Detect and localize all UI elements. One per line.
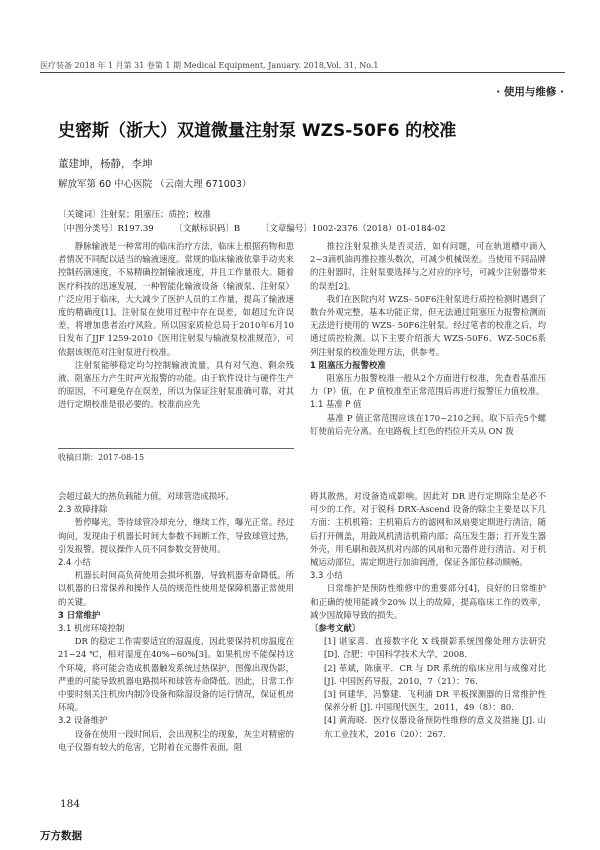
received-date: 收稿日期：2017-08-15 (58, 453, 145, 462)
reference-item: [4] 黄海晓．医疗仪器设备预防性维修的意义及措施 [J]. 山东工业技术，2016（20）：267. (324, 715, 546, 739)
subsection-heading: 3.3 小结 (310, 570, 343, 581)
references-heading: 〔参考文献〕 (310, 623, 361, 634)
subsection-heading: 3.1 机房环境控制 (58, 623, 125, 634)
section-heading: 1 阻塞压力报警校准 (310, 359, 386, 370)
paragraph: 静脉输液是一种常用的临床治疗方法，临床上根据药物和患者情况不同配以适当的输液速度。常规的临床输液依靠手动夹来控制药滴速度，不易精确控制输液速度，并且工作量很大。随着医疗科技的迅速发展，一种智能化输液设备（输液泵、注射泵）广泛应用于临床，大大减少了医护人员的工作量，提高了输液速度的精确度[1]。注射泵在使用过程中存在误差，如超过允许误差，将增加患者治疗风险。所以国家质检总局于2010年6月10日发布了JJF 1259-2010《医用注射泵与输液泵校准规范》，可依据该规范对注射泵进行校准。 (58, 241, 294, 357)
subsection-heading: 1.1 基准 P 值 (310, 399, 362, 410)
paragraph: 注射泵能够稳定均匀控制输液流量，具有对气泡、剩余残液、阻塞压力产生时声光报警的功能。由于软件设计与硬件生产的原因，不可避免存在误差，所以为保证注射泵准确可靠，对其进行定期校准是很必要的。校准前应先 (58, 359, 294, 410)
section-tag: · 使用与维修 · (496, 86, 564, 98)
article-title: 史密斯（浙大）双道微量注射泵 WZS-50F6 的校准 (58, 121, 457, 141)
reference-item: [3] 何建华，冯黎建．飞利浦 DR 平板探测器的日常维护性保养分析 [J]. 中国现代医生，2011，49（8）：80. (324, 689, 546, 713)
subsection-heading: 3.2 设备维护 (58, 715, 108, 726)
wanfang-watermark: 万方数据 (40, 830, 82, 842)
journal-header: 医疗装备 2018 年 1 月第 31 卷第 1 期 Medical Equipment, January. 2018,Vol. 31, No.1 (40, 61, 379, 70)
subsection-heading: 2.3 故障排除 (58, 504, 108, 515)
column-1-bottom (58, 490, 294, 754)
keywords: 〔关键词〕注射泵；阻塞压；质控；校准 (58, 210, 212, 220)
paragraph: 基准 P 值正常范围应该在170~210之间。取下后壳5个螺钉使前后壳分离。在电路板上红色的档位开关从 ON 拨 (310, 412, 546, 436)
clc-number: 〔中图分类号〕R197.39 (58, 224, 154, 234)
header-rule (40, 72, 565, 73)
paragraph: 碍其散热，对设备造成影响。因此对 DR 进行定期除尘是必不可少的工作。对于锐科 DRX-Ascend 设备的除尘主要是以下几方面：主机机箱；主机箱后方的滤网和风扇要定期进行清洁，随后打开侧盖，用鼓风机清洁机箱内部；高压发生器；打开发生器外壳，用毛刷和鼓风机对内部的风扇和元器件进行清洁。对于机械运动部位，需定期进行加油润滑，保证各部位移动顺畅。 (310, 491, 546, 568)
affiliation: 解放军第 60 中心医院 （云南大理 671003） (58, 179, 252, 190)
paragraph: 阻塞压力报警校准一般从2个方面进行校准，先查看基准压力（P）值，在 P 值校准至正常范围后再进行报警压力值校准。 (310, 373, 546, 397)
authors: 董建坤，杨静，李坤 (58, 158, 153, 170)
paragraph: DR 的稳定工作需要适宜的湿温度，因此要保持机房温度在21~24 ℃，相对湿度在40%~60%[3]。如果机房不能保持这个环境，将可能会造成机器触发系统过热保护，图像出现伪影，严重的可能导致机器电路损坏和球管寿命降低。因此，日常工作中要时刻关注机房内制冷设备和除湿设备的运行情况，保证机房环境。 (58, 636, 294, 713)
paragraph: 暂停曝光，等待球管冷却充分，继续工作，曝光正常。经过询问，发现由于机器长时间大参数不间断工作，导致球管过热，引发报警。提议操作人员不同参数交替使用。 (58, 517, 294, 554)
footnote-rule (58, 448, 294, 449)
page-number: 184 (60, 798, 81, 810)
column-1-top (58, 240, 294, 412)
subsection-heading: 2.4 小结 (58, 557, 91, 568)
article-number: 〔文章编号〕1002-2376（2018）01-0184-02 (260, 224, 446, 234)
paragraph: 会超过最大的热负载能力值，对球管造成损坏。 (58, 491, 234, 501)
paragraph: 设备在使用一段时间后，会出现积尘的现象，灰尘对精密的电子仪器有较大的危害，它附着在元器件表面，阻 (58, 728, 294, 752)
reference-item: [2] 革斌，陈康平．CR 与 DR 系统的临床应用与成像对比 [J]. 中国医药导报，2010，7（21）：76. (324, 662, 546, 686)
paragraph: 我们在医院内对 WZS- 50F6注射泵进行质控检测时遇到了数台外观完整，基本功能正常，但无法通过阻塞压力报警检测而无法进行使用的 WZS- 50F6注射泵。经过笔者的校准之后，均通过质控检测。以下主要介绍浙大 WZS-50F6、WZ-50C6系列注射泵的校准处理方法，供参考。 (310, 293, 546, 357)
column-2-bottom (310, 490, 546, 741)
classification-line (58, 222, 558, 234)
paragraph: 机器长时间高负荷使用会损坏机器，导致机器寿命降低。所以机器的日常保养和操作人员的规范性使用是保障机器正常使用的关键。 (58, 570, 294, 607)
reference-item: [1] 谌家喜．直接数字化 X 线摄影系统图像处理方法研究 [D]. 合肥：中国科学技术大学，2008. (324, 636, 546, 660)
section-heading: 3 日常维护 (58, 609, 101, 620)
column-2-top (310, 240, 546, 438)
paragraph: 推拉注射泵推头是否灵活，如有问题，可在轨道槽中滴入2~3滴机油再推拉推头数次，可减少机械误差。当使用不同品牌的注射器时，注射泵要选择与之对应的序号，可减少注射器带来的误差[2]。 (310, 241, 546, 291)
document-code: 〔文献标识码〕B (174, 224, 241, 234)
paragraph: 日常维护是预防性维修中的重要部分[4]，良好的日常维护和正确的使用能减少20% 以上的故障，提高临床工作的效率，减少因故障导致的损失。 (310, 583, 546, 620)
